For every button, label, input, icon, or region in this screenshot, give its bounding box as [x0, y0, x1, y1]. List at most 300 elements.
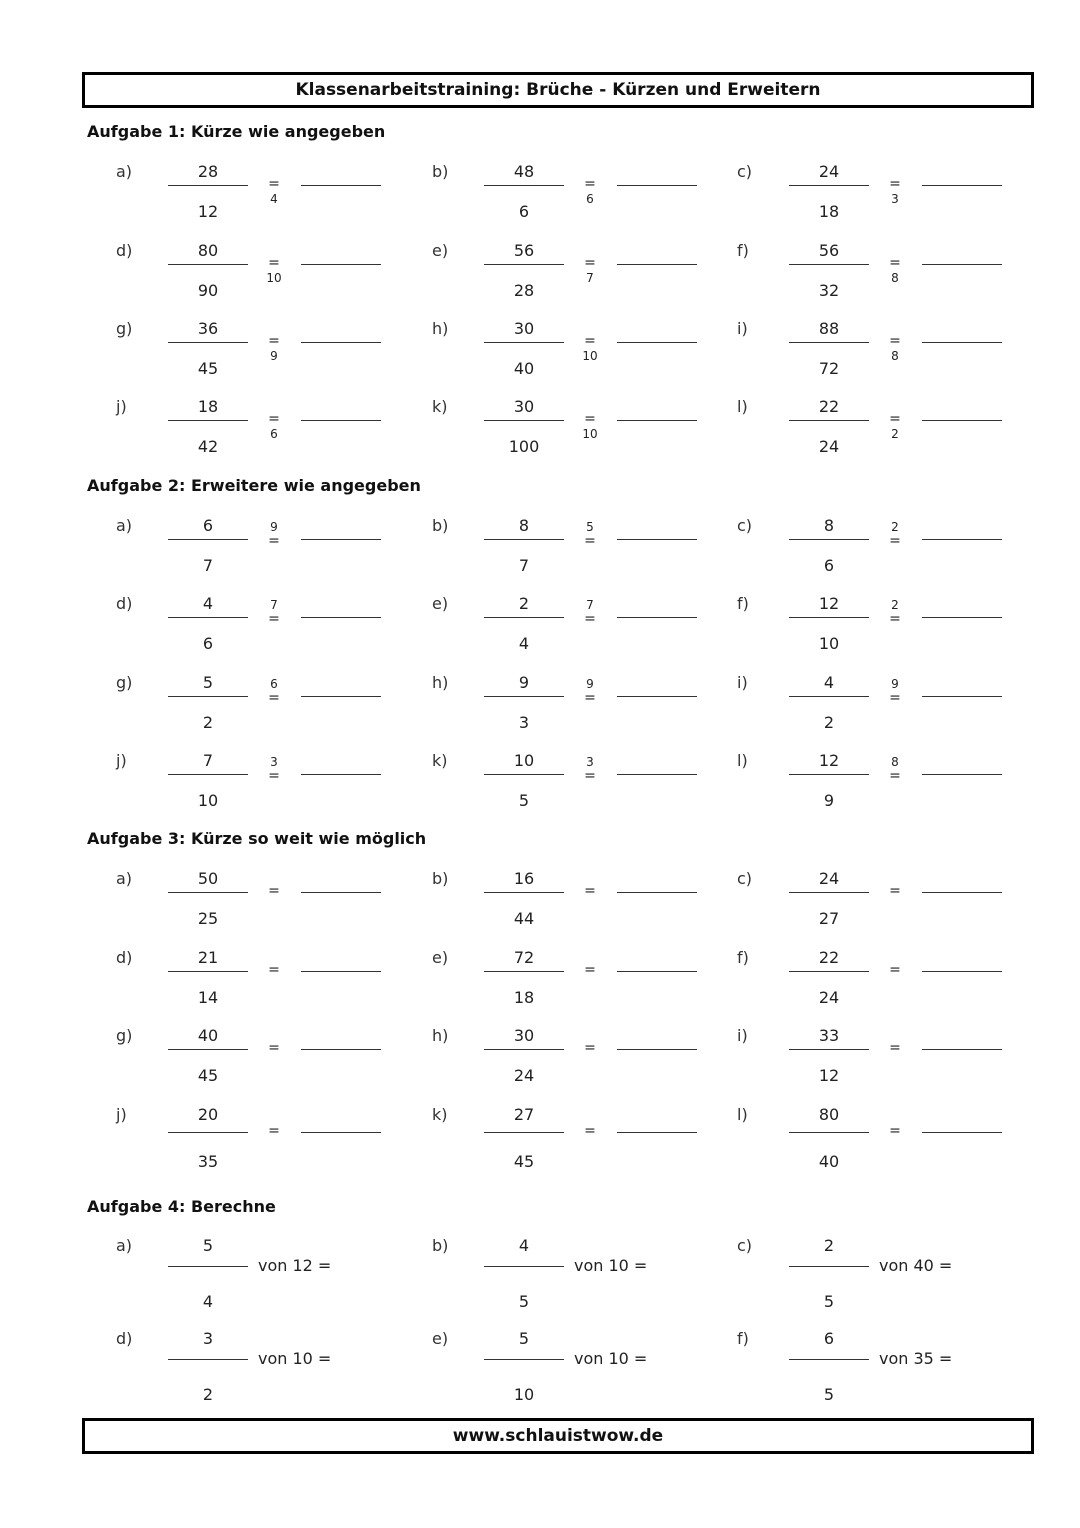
fraction-problem — [432, 869, 752, 959]
problem-label: l) — [737, 397, 748, 416]
numerator: 12 — [818, 751, 840, 770]
fraction-problem — [737, 1026, 1057, 1116]
fraction-bar — [168, 185, 248, 186]
denominator: 40 — [513, 359, 535, 378]
fraction-bar — [789, 1049, 869, 1050]
numerator: 80 — [197, 241, 219, 260]
denominator: 7 — [202, 556, 214, 575]
numerator: 3 — [202, 1329, 214, 1348]
equals-sign: = — [268, 255, 280, 271]
equals-sign: = — [889, 1123, 901, 1139]
equals-sign: = — [584, 962, 596, 978]
fraction-problem — [116, 397, 436, 487]
answer-line[interactable] — [301, 1049, 381, 1050]
fraction-problem — [737, 948, 1057, 1038]
denominator: 10 — [197, 791, 219, 810]
fraction-bar — [789, 892, 869, 893]
fraction-problem — [116, 162, 436, 252]
equals-sign: = — [268, 962, 280, 978]
answer-line[interactable] — [617, 774, 697, 775]
factor-label: 8 — [891, 755, 899, 769]
numerator: 8 — [823, 516, 835, 535]
numerator: 30 — [513, 319, 535, 338]
fraction-bar — [484, 185, 564, 186]
problem-label: b) — [432, 162, 449, 181]
fraction-bar — [484, 420, 564, 421]
denominator: 5 — [518, 791, 530, 810]
denominator: 45 — [513, 1152, 535, 1171]
fraction-bar — [789, 696, 869, 697]
answer-line[interactable] — [301, 774, 381, 775]
equals-sign: = — [584, 768, 596, 784]
fraction-problem — [432, 751, 752, 841]
problem-label: e) — [432, 1329, 449, 1348]
problem-label: b) — [432, 516, 449, 535]
equals-sign: = — [889, 533, 901, 549]
answer-line[interactable] — [617, 185, 697, 186]
fraction-problem — [432, 594, 752, 684]
fraction-problem — [116, 319, 436, 409]
section-heading: Aufgabe 3: Kürze so weit wie möglich — [87, 829, 427, 848]
problem-label: i) — [737, 1026, 748, 1045]
denominator: 6 — [823, 556, 835, 575]
equals-sign: = — [584, 883, 596, 899]
denominator: 24 — [513, 1066, 535, 1085]
fraction-problem — [737, 241, 1057, 331]
denominator: 90 — [197, 281, 219, 300]
fraction-problem — [116, 1026, 436, 1116]
fraction-bar — [168, 264, 248, 265]
fraction-problem — [432, 397, 752, 487]
page-title: Klassenarbeitstraining: Brüche - Kürzen und Erweitern — [82, 72, 1034, 108]
numerator: 4 — [518, 1236, 530, 1255]
answer-line[interactable] — [922, 774, 1002, 775]
numerator: 33 — [818, 1026, 840, 1045]
denominator: 35 — [197, 1152, 219, 1171]
fraction-bar — [484, 774, 564, 775]
equals-sign: = — [268, 176, 280, 192]
equals-sign: = — [268, 1040, 280, 1056]
numerator: 5 — [518, 1329, 530, 1348]
denominator: 45 — [197, 359, 219, 378]
problem-label: l) — [737, 751, 748, 770]
problem-label: c) — [737, 1236, 753, 1255]
numerator: 24 — [818, 869, 840, 888]
fraction-bar — [484, 1359, 564, 1360]
factor-label: 9 — [270, 520, 278, 534]
problem-label: f) — [737, 241, 749, 260]
numerator: 80 — [818, 1105, 840, 1124]
fraction-bar — [168, 696, 248, 697]
equals-sign: = — [889, 411, 901, 427]
problem-label: c) — [737, 516, 753, 535]
footer-url: www.schlauistwow.de — [82, 1418, 1034, 1454]
denominator: 42 — [197, 437, 219, 456]
denominator: 5 — [823, 1292, 835, 1311]
problem-label: j) — [116, 1105, 127, 1124]
equals-sign: = — [584, 533, 596, 549]
fraction-problem — [116, 751, 436, 841]
denominator: 9 — [823, 791, 835, 810]
answer-line[interactable] — [922, 1049, 1002, 1050]
fraction-problem — [432, 948, 752, 1038]
answer-line[interactable] — [301, 539, 381, 540]
equals-sign: = — [268, 533, 280, 549]
numerator: 72 — [513, 948, 535, 967]
answer-line[interactable] — [922, 264, 1002, 265]
answer-line[interactable] — [617, 1049, 697, 1050]
numerator: 12 — [818, 594, 840, 613]
fraction-bar — [484, 1266, 564, 1267]
fraction-bar — [168, 892, 248, 893]
fraction-problem — [432, 1026, 752, 1116]
equals-sign: = — [584, 255, 596, 271]
equals-sign: = — [268, 611, 280, 627]
factor-label: 3 — [891, 192, 899, 206]
numerator: 22 — [818, 948, 840, 967]
denominator: 24 — [818, 437, 840, 456]
denominator: 44 — [513, 909, 535, 928]
fraction-bar — [789, 342, 869, 343]
fraction-bar — [484, 1132, 564, 1133]
factor-label: 4 — [270, 192, 278, 206]
factor-label: 3 — [586, 755, 594, 769]
numerator: 28 — [197, 162, 219, 181]
fraction-problem — [737, 673, 1057, 763]
factor-label: 10 — [582, 349, 598, 363]
answer-line[interactable] — [301, 185, 381, 186]
equals-sign: = — [889, 690, 901, 706]
denominator: 27 — [818, 909, 840, 928]
problem-label: f) — [737, 1329, 749, 1348]
denominator: 3 — [518, 713, 530, 732]
problem-label: i) — [737, 319, 748, 338]
answer-line[interactable] — [301, 696, 381, 697]
fraction-problem — [432, 516, 752, 606]
numerator: 8 — [518, 516, 530, 535]
equals-sign: = — [268, 411, 280, 427]
equals-sign: = — [584, 176, 596, 192]
factor-label: 9 — [270, 349, 278, 363]
numerator: 22 — [818, 397, 840, 416]
numerator: 27 — [513, 1105, 535, 1124]
factor-label: 7 — [586, 598, 594, 612]
fraction-problem — [737, 1236, 1057, 1326]
factor-label: 2 — [891, 427, 899, 441]
numerator: 10 — [513, 751, 535, 770]
denominator: 32 — [818, 281, 840, 300]
numerator: 40 — [197, 1026, 219, 1045]
fraction-bar — [484, 892, 564, 893]
problem-label: k) — [432, 751, 448, 770]
fraction-bar — [484, 1049, 564, 1050]
factor-label: 10 — [582, 427, 598, 441]
answer-line[interactable] — [922, 185, 1002, 186]
denominator: 18 — [818, 202, 840, 221]
numerator: 48 — [513, 162, 535, 181]
answer-line[interactable] — [617, 971, 697, 972]
fraction-bar — [168, 1359, 248, 1360]
fraction-bar — [789, 617, 869, 618]
factor-label: 9 — [891, 677, 899, 691]
factor-label: 9 — [586, 677, 594, 691]
numerator: 24 — [818, 162, 840, 181]
von-text: von 12 = — [258, 1256, 332, 1275]
problem-label: j) — [116, 397, 127, 416]
numerator: 2 — [518, 594, 530, 613]
fraction-problem — [737, 751, 1057, 841]
answer-line[interactable] — [922, 617, 1002, 618]
fraction-problem — [737, 516, 1057, 606]
fraction-bar — [484, 539, 564, 540]
equals-sign: = — [889, 962, 901, 978]
answer-line[interactable] — [301, 971, 381, 972]
numerator: 16 — [513, 869, 535, 888]
numerator: 18 — [197, 397, 219, 416]
fraction-bar — [789, 1359, 869, 1360]
fraction-bar — [484, 971, 564, 972]
answer-line[interactable] — [617, 420, 697, 421]
denominator: 14 — [197, 988, 219, 1007]
problem-label: a) — [116, 869, 133, 888]
numerator: 30 — [513, 397, 535, 416]
factor-label: 6 — [270, 427, 278, 441]
fraction-problem — [737, 869, 1057, 959]
problem-label: l) — [737, 1105, 748, 1124]
equals-sign: = — [889, 768, 901, 784]
fraction-bar — [484, 264, 564, 265]
problem-label: c) — [737, 869, 753, 888]
equals-sign: = — [268, 883, 280, 899]
equals-sign: = — [584, 411, 596, 427]
fraction-problem — [432, 1236, 752, 1326]
equals-sign: = — [584, 611, 596, 627]
problem-label: d) — [116, 948, 133, 967]
denominator: 6 — [202, 634, 214, 653]
fraction-bar — [484, 617, 564, 618]
problem-label: d) — [116, 241, 133, 260]
fraction-problem — [432, 241, 752, 331]
factor-label: 8 — [891, 349, 899, 363]
denominator: 7 — [518, 556, 530, 575]
answer-line[interactable] — [922, 696, 1002, 697]
factor-label: 8 — [891, 271, 899, 285]
denominator: 25 — [197, 909, 219, 928]
answer-line[interactable] — [922, 1132, 1002, 1133]
problem-label: h) — [432, 673, 449, 692]
factor-label: 6 — [586, 192, 594, 206]
problem-label: d) — [116, 1329, 133, 1348]
fraction-bar — [168, 1049, 248, 1050]
numerator: 5 — [202, 673, 214, 692]
equals-sign: = — [889, 611, 901, 627]
answer-line[interactable] — [922, 420, 1002, 421]
denominator: 18 — [513, 988, 535, 1007]
factor-label: 3 — [270, 755, 278, 769]
denominator: 6 — [518, 202, 530, 221]
factor-label: 2 — [891, 520, 899, 534]
fraction-bar — [168, 774, 248, 775]
numerator: 20 — [197, 1105, 219, 1124]
equals-sign: = — [889, 176, 901, 192]
fraction-problem — [116, 1105, 436, 1195]
fraction-problem — [737, 1329, 1057, 1419]
problem-label: d) — [116, 594, 133, 613]
von-text: von 10 = — [574, 1256, 648, 1275]
denominator: 5 — [823, 1385, 835, 1404]
equals-sign: = — [268, 333, 280, 349]
answer-line[interactable] — [617, 1132, 697, 1133]
fraction-bar — [789, 539, 869, 540]
numerator: 56 — [818, 241, 840, 260]
problem-label: k) — [432, 1105, 448, 1124]
answer-line[interactable] — [617, 539, 697, 540]
equals-sign: = — [889, 333, 901, 349]
problem-label: e) — [432, 948, 449, 967]
problem-label: e) — [432, 241, 449, 260]
answer-line[interactable] — [301, 617, 381, 618]
factor-label: 10 — [266, 271, 282, 285]
fraction-bar — [789, 971, 869, 972]
denominator: 12 — [197, 202, 219, 221]
von-text: von 10 = — [258, 1349, 332, 1368]
equals-sign: = — [268, 690, 280, 706]
fraction-problem — [116, 516, 436, 606]
numerator: 9 — [518, 673, 530, 692]
von-text: von 40 = — [879, 1256, 953, 1275]
problem-label: h) — [432, 319, 449, 338]
fraction-problem — [737, 319, 1057, 409]
denominator: 100 — [508, 437, 540, 456]
numerator: 6 — [823, 1329, 835, 1348]
fraction-problem — [432, 162, 752, 252]
factor-label: 2 — [891, 598, 899, 612]
numerator: 88 — [818, 319, 840, 338]
answer-line[interactable] — [301, 264, 381, 265]
problem-label: g) — [116, 319, 133, 338]
numerator: 6 — [202, 516, 214, 535]
equals-sign: = — [584, 1123, 596, 1139]
problem-label: a) — [116, 516, 133, 535]
problem-label: b) — [432, 1236, 449, 1255]
numerator: 4 — [202, 594, 214, 613]
fraction-problem — [737, 1105, 1057, 1195]
fraction-problem — [432, 319, 752, 409]
answer-line[interactable] — [617, 892, 697, 893]
fraction-bar — [168, 342, 248, 343]
equals-sign: = — [584, 1040, 596, 1056]
factor-label: 7 — [270, 598, 278, 612]
numerator: 50 — [197, 869, 219, 888]
factor-label: 5 — [586, 520, 594, 534]
section-heading: Aufgabe 1: Kürze wie angegeben — [87, 122, 386, 141]
answer-line[interactable] — [922, 342, 1002, 343]
answer-line[interactable] — [617, 617, 697, 618]
answer-line[interactable] — [922, 971, 1002, 972]
equals-sign: = — [268, 1123, 280, 1139]
answer-line[interactable] — [617, 264, 697, 265]
fraction-problem — [737, 162, 1057, 252]
numerator: 4 — [823, 673, 835, 692]
fraction-problem — [116, 1236, 436, 1326]
problem-label: g) — [116, 673, 133, 692]
equals-sign: = — [889, 1040, 901, 1056]
fraction-bar — [168, 1266, 248, 1267]
problem-label: k) — [432, 397, 448, 416]
denominator: 2 — [202, 1385, 214, 1404]
numerator: 21 — [197, 948, 219, 967]
denominator: 4 — [518, 634, 530, 653]
denominator: 10 — [818, 634, 840, 653]
answer-line[interactable] — [301, 1132, 381, 1133]
answer-line[interactable] — [617, 342, 697, 343]
denominator: 10 — [513, 1385, 535, 1404]
fraction-problem — [432, 1105, 752, 1195]
equals-sign: = — [268, 768, 280, 784]
fraction-problem — [116, 241, 436, 331]
fraction-bar — [789, 1132, 869, 1133]
numerator: 7 — [202, 751, 214, 770]
denominator: 40 — [818, 1152, 840, 1171]
numerator: 56 — [513, 241, 535, 260]
equals-sign: = — [889, 255, 901, 271]
answer-line[interactable] — [922, 539, 1002, 540]
fraction-problem — [737, 397, 1057, 487]
fraction-bar — [789, 1266, 869, 1267]
von-text: von 35 = — [879, 1349, 953, 1368]
answer-line[interactable] — [922, 892, 1002, 893]
problem-label: e) — [432, 594, 449, 613]
problem-label: b) — [432, 869, 449, 888]
problem-label: g) — [116, 1026, 133, 1045]
section-heading: Aufgabe 2: Erweitere wie angegeben — [87, 476, 421, 495]
denominator: 4 — [202, 1292, 214, 1311]
problem-label: a) — [116, 162, 133, 181]
fraction-bar — [168, 539, 248, 540]
problem-label: c) — [737, 162, 753, 181]
answer-line[interactable] — [301, 342, 381, 343]
fraction-problem — [116, 1329, 436, 1419]
fraction-problem — [432, 1329, 752, 1419]
numerator: 5 — [202, 1236, 214, 1255]
numerator: 30 — [513, 1026, 535, 1045]
answer-line[interactable] — [301, 892, 381, 893]
fraction-bar — [484, 342, 564, 343]
fraction-bar — [789, 420, 869, 421]
problem-label: f) — [737, 948, 749, 967]
equals-sign: = — [584, 690, 596, 706]
answer-line[interactable] — [301, 420, 381, 421]
section-heading: Aufgabe 4: Berechne — [87, 1197, 276, 1216]
numerator: 2 — [823, 1236, 835, 1255]
fraction-bar — [789, 264, 869, 265]
denominator: 2 — [823, 713, 835, 732]
problem-label: a) — [116, 1236, 133, 1255]
answer-line[interactable] — [617, 696, 697, 697]
problem-label: j) — [116, 751, 127, 770]
fraction-bar — [789, 774, 869, 775]
fraction-problem — [432, 673, 752, 763]
factor-label: 6 — [270, 677, 278, 691]
fraction-bar — [168, 971, 248, 972]
denominator: 24 — [818, 988, 840, 1007]
equals-sign: = — [584, 333, 596, 349]
problem-label: h) — [432, 1026, 449, 1045]
fraction-problem — [116, 869, 436, 959]
denominator: 72 — [818, 359, 840, 378]
fraction-bar — [789, 185, 869, 186]
denominator: 5 — [518, 1292, 530, 1311]
